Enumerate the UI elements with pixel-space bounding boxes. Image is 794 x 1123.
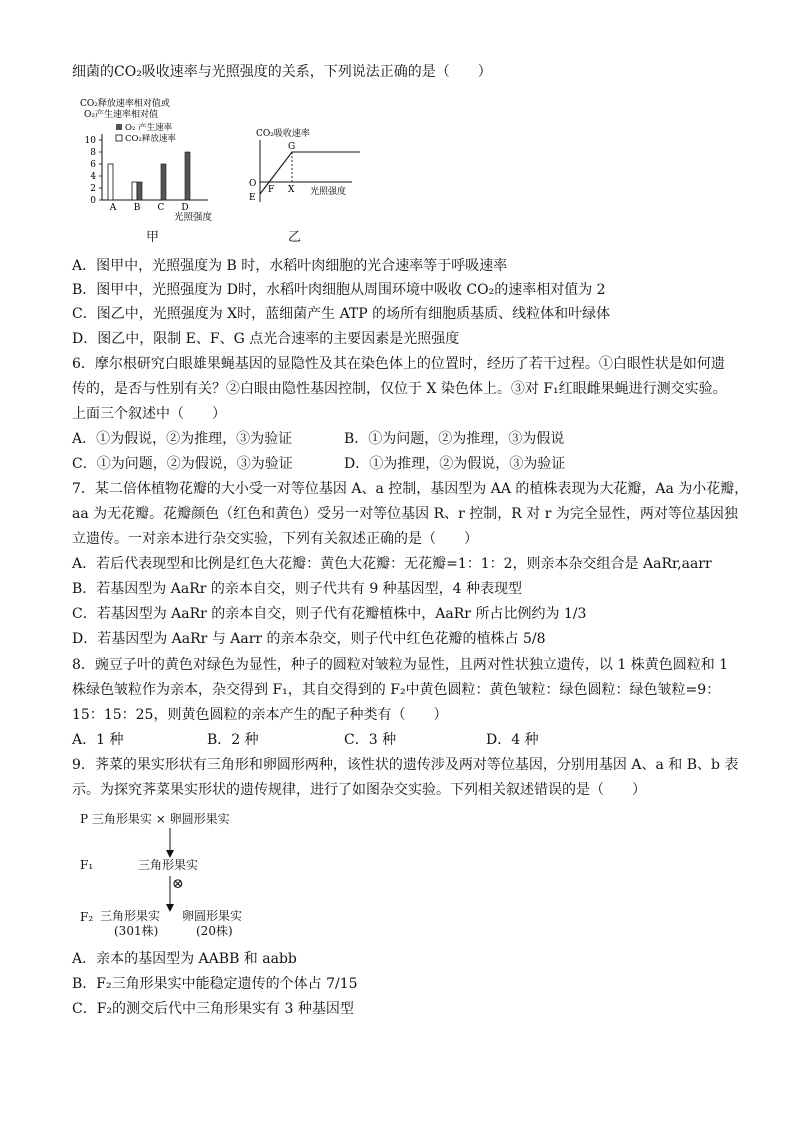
chart-yi-ylabel: CO₂吸收速率 [256, 129, 310, 139]
chart-jia-bar-co2-B [132, 182, 137, 200]
q5-stem: 细菌的CO₂吸收速率与光照强度的关系，下列说法正确的是（ ） [72, 64, 492, 80]
chart-jia-ytick-label: 10 [84, 136, 96, 146]
chart-jia-category-A: A [109, 203, 117, 213]
chart-yi-point-x: X [288, 185, 295, 195]
q9-stem-line1: 9．荠菜的果实形状有三角形和卵圆形两种，该性状的遗传涉及两对等位基因，分别用基因 A、a 和 B、b 表 [72, 757, 739, 773]
q6-option-a: A．①为假说，②为推理，③为验证 [72, 431, 293, 447]
q6-option-c: C．①为问题，②为假说，③为验证 [72, 456, 293, 472]
chart-jia [78, 96, 228, 228]
chart-jia-bar-co2-A [108, 164, 113, 200]
chart-jia-ylabel-1: CO₂释放速率相对值或 [80, 99, 170, 109]
chart-jia-bar-o2-C [161, 164, 166, 200]
cross-f2-oval: 卵圆形果实 [182, 909, 243, 923]
chart-jia-bar-o2-B [137, 182, 142, 200]
q8-option-d: D．4 种 [486, 732, 539, 748]
chart-yi-caption: 乙 [288, 230, 302, 245]
chart-jia-ylabel-2: O₂产生速率相对值 [84, 110, 158, 120]
legend-o2-label: O₂ 产生速率 [125, 123, 173, 133]
chart-yi [244, 124, 364, 208]
selfing-symbol-icon: ⊗ [172, 876, 184, 892]
chart-yi-point-f: F [268, 185, 275, 195]
q6-option-b: B．①为问题，②为推理，③为假说 [344, 431, 565, 447]
legend-co2-swatch [116, 135, 122, 141]
q5-option-a: A．图甲中，光照强度为 B 时，水稻叶肉细胞的光合速率等于呼吸速率 [72, 258, 508, 274]
chart-jia-category-B: B [133, 203, 141, 213]
q6-stem-line1: 6．摩尔根研究白眼雄果蝇基因的显隐性及其在染色体上的位置时，经历了若干过程。①白眼性状是如何遗 [72, 356, 725, 372]
chart-jia-category-D: D [181, 203, 189, 213]
chart-jia-category-C: C [157, 203, 165, 213]
q7-stem-line1: 7．某二倍体植物花瓣的大小受一对等位基因 A、a 控制，基因型为 AA 的植株表现为大花瓣，Aa 为小花瓣， [72, 481, 749, 497]
q8-stem-line2: 株绿色皱粒作为亲本，杂交得到 F₁，其自交得到的 F₂中黄色圆粒：黄色皱粒：绿色圆粒：绿色皱粒=9： [72, 682, 721, 698]
cross-f2-oval-count: (20株) [196, 924, 233, 938]
q6-stem-line3: 上面三个叙述中（ ） [72, 406, 226, 422]
q5-option-c: C．图乙中，光照强度为 X时，蓝细菌产生 ATP 的场所有细胞质基质、线粒体和叶绿体 [72, 306, 611, 322]
cross-f1-text: 三角形果实 [138, 858, 199, 872]
q8-option-b: B．2 种 [207, 732, 259, 748]
q7-option-d: D．若基因型为 AaRr 与 Aarr 的亲本杂交，则子代中红色花瓣的植株占 5/8 [72, 631, 546, 647]
q7-option-a: A．若后代表现型和比例是红色大花瓣：黄色大花瓣：无花瓣=1：1：2，则亲本杂交组合是 AaRr,aarr [72, 556, 712, 572]
chart-yi-point-o: O [249, 179, 257, 189]
q7-option-b: B．若基因型为 AaRr 的亲本自交，则子代共有 9 种基因型，4 种表现型 [72, 581, 523, 597]
q8-stem-line1: 8．豌豆子叶的黄色对绿色为显性，种子的圆粒对皱粒为显性，且两对性状独立遗传，以 1 株黄色圆粒和 1 [72, 657, 729, 673]
q6-option-d: D．①为推理，②为假说，③为验证 [344, 456, 566, 472]
chart-jia-bar-o2-D [185, 152, 190, 200]
q7-stem-line2: aa 为无花瓣。花瓣颜色（红色和黄色）受另一对等位基因 R、r 控制，R 对 r 为完全显性，两对等位基因独 [72, 506, 738, 522]
q8-option-c: C．3 种 [344, 732, 397, 748]
cross-f1-label: F₁ [80, 858, 94, 872]
chart-jia-ytick-label: 8 [90, 148, 96, 158]
q7-stem-line3: 立遗传。一对亲本进行杂交实验，下列有关叙述正确的是（ ） [72, 531, 478, 547]
chart-yi-point-e: E [249, 193, 256, 203]
cross-f2-tri-count: (301株) [114, 924, 159, 938]
chart-jia-xlabel: 光照强度 [174, 212, 213, 223]
q9-option-b: B．F₂三角形果实中能稳定遗传的个体占 7/15 [72, 976, 358, 992]
q9-stem-line2: 示。为探究荠菜果实形状的遗传规律，进行了如图杂交实验。下列相关叙述错误的是（ ） [72, 782, 646, 798]
cross-f2-tri: 三角形果实 [100, 909, 161, 923]
q5-option-b: B．图甲中，光照强度为 D时，水稻叶肉细胞从周围环境中吸收 CO₂的速率相对值为 2 [72, 282, 606, 298]
chart-jia-caption: 甲 [146, 230, 160, 245]
cross-f2-label: F₂ [80, 910, 94, 924]
chart-yi-point-g: G [288, 142, 296, 152]
q7-option-c: C．若基因型为 AaRr 的亲本自交，则子代有花瓣植株中，AaRr 所占比例约为 1/3 [72, 606, 587, 622]
q8-stem-line3: 15：15：25，则黄色圆粒的亲本产生的配子种类有（ ） [72, 707, 448, 723]
legend-co2-label: CO₂释放速率 [125, 134, 176, 144]
q6-stem-line2: 传的，是否与性别有关？②白眼由隐性基因控制，仅位于 X 染色体上。③对 F₁红眼雌果蝇进行测交实验。 [72, 381, 727, 397]
q5-option-d: D．图乙中，限制 E、F、G 点光合速率的主要因素是光照强度 [72, 331, 460, 347]
q9-option-c: C．F₂的测交后代中三角形果实有 3 种基因型 [72, 1001, 354, 1017]
legend-o2-swatch [116, 124, 122, 130]
chart-jia-ytick-label: 0 [90, 196, 96, 206]
chart-jia-ytick-label: 6 [90, 160, 96, 170]
q9-option-a: A．亲本的基因型为 AABB 和 aabb [72, 951, 297, 967]
chart-yi-xlabel: 光照强度 [310, 187, 347, 197]
chart-jia-ytick-label: 2 [90, 184, 96, 194]
cross-p-line: P 三角形果实 × 卵圆形果实 [80, 812, 230, 826]
chart-jia-ytick-label: 4 [90, 172, 96, 182]
q8-option-a: A．1 种 [72, 732, 124, 748]
